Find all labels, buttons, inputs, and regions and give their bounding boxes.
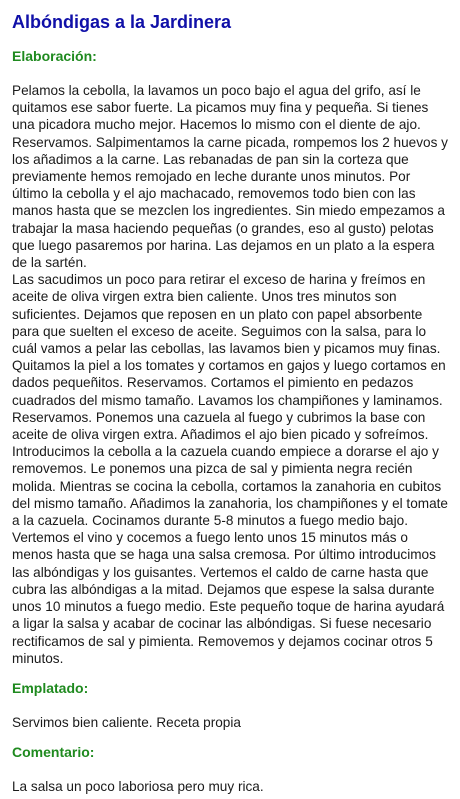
elaboracion-paragraph: Pelamos la cebolla, la lavamos un poco bajo el agua del grifo, así le quitamos ese sabor fuerte. La picamos muy fina y pequeña. Si tienes una picadora mucho mejor. Hacemos lo mismo con el diente de ajo. Reservamos. Salpimentamos la carne picada, rompemos los 2 huevos y los añadimos a la carne. Las rebanadas de pan sin la corteza que previamente hemos remojado en leche durante unos minutos. Por último la cebolla y el ajo machacado, removemos todo bien con las manos hasta que se mezclen los ingredientes. Sin miedo empezamos a trabajar la masa haciendo pequeñas (o grandes, eso al gusto) pelotas que luego pasaremos por harina. Las dejamos en un plato a la espera de la sartén. [12,83,448,271]
emplatado-text: Servimos bien caliente. Receta propia [12,714,241,730]
emplatado-heading: Emplatado: [12,679,89,696]
comentario-heading: Comentario: [12,744,95,761]
elaboracion-heading: Elaboración: [12,48,97,64]
recipe-title: Albóndigas a la Jardinera [12,12,232,32]
comentario-text: La salsa un poco laboriosa pero muy rica. [12,779,264,795]
elaboracion-body [12,82,448,667]
elaboracion-paragraph: Las sacudimos un poco para retirar el exceso de harina y freímos en aceite de oliva virgen extra bien caliente. Unos tres minutos son suficientes. Dejamos que reposen en un plato con papel absorbente para que suelten el exceso de aceite. Seguimos con la salsa, para lo cuál vamos a pelar las cebollas, las lavamos bien y picamos muy finas. Quitamos la piel a los tomates y cortamos en gajos y luego cortamos en dados pequeñitos. Reservamos. Cortamos el pimiento en pedazos cuadrados del mismo tamaño. Lavamos los champiñones y laminamos. Reservamos. Ponemos una cazuela al fuego y cubrimos la base con aceite de oliva virgen extra. Añadimos el ajo bien picado y sofreímos. Introducimos la cebolla a la cazuela cuando empiece a dorarse el ajo y removemos. Le ponemos una pizca de sal y pimienta negra recién molida. Mientras se cocina la cebolla, cortamos la zanahoria en cubitos del mismo tamaño. Añadimos la zanahoria, los champiñones y el tomate a la cazuela. Cocinamos durante 5-8 minutos a fuego medio bajo. Vertemos el vino y cocemos a fuego lento unos 15 minutos más o menos hasta que se haga una salsa cremosa. Por último introducimos las albóndigas y los guisantes. Vertemos el caldo de carne hasta que cubra las albóndigas a la mitad. Dejamos que espese la salsa durante unos 10 minutos a fuego medio. Este pequeño toque de harina ayudará a ligar la salsa y acabar de cocinar las albóndigas. Si fuese necesario rectificamos de sal y pimienta. Removemos y dejamos cocinar otros 5 minutos. [12,272,448,666]
